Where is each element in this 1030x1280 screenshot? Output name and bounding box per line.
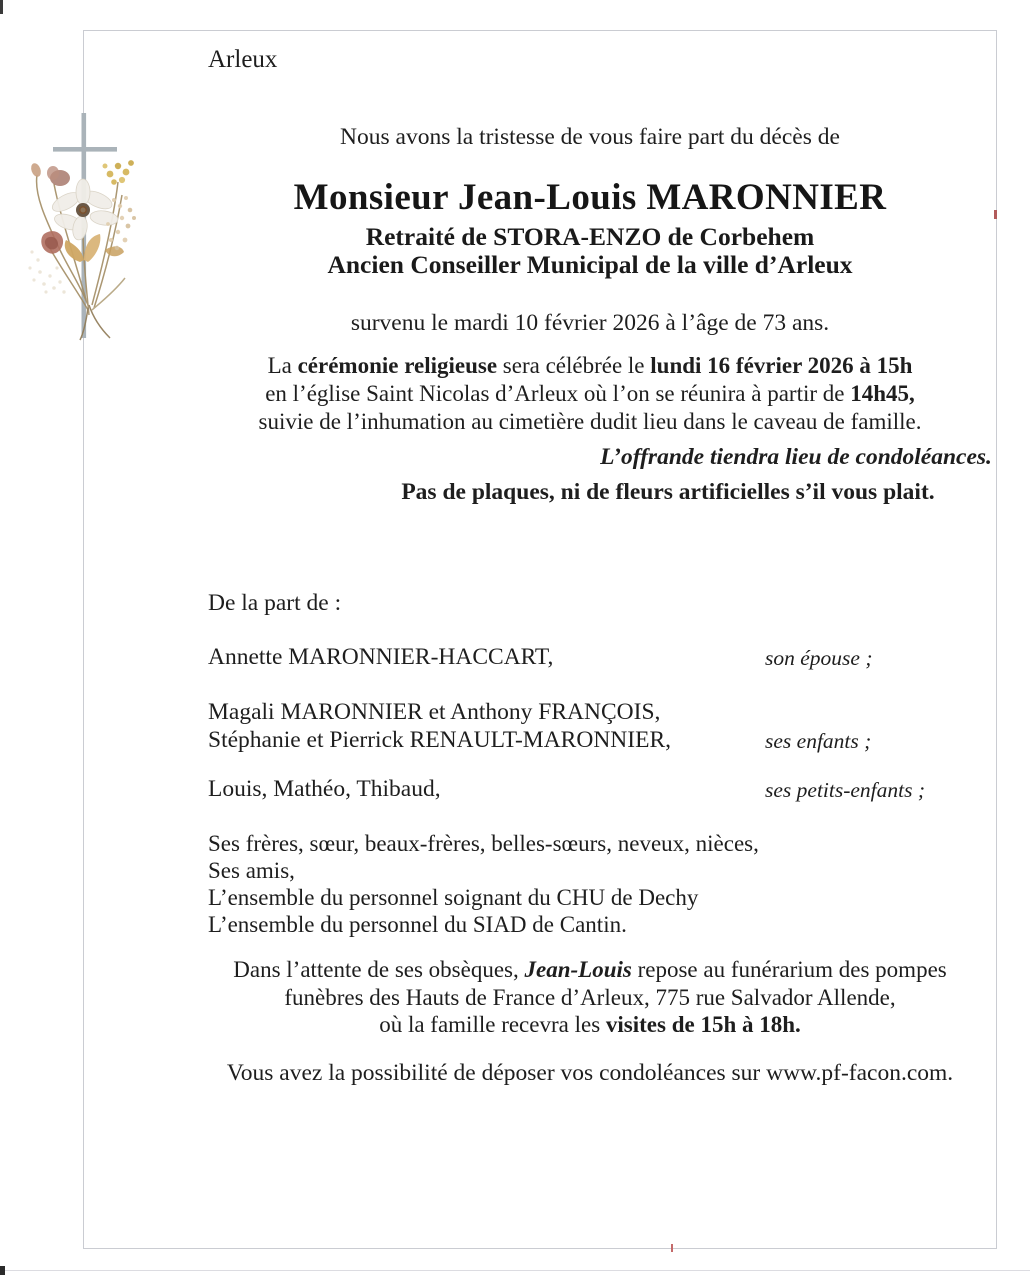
family-entry-spouse [208, 643, 972, 671]
city-label: Arleux [208, 46, 278, 73]
family-name: Louis, Mathéo, Thibaud, [208, 776, 441, 802]
deceased-name: Monsieur Jean-Louis MARONNIER [293, 177, 887, 218]
online-condolences-line: Vous avez la possibilité de déposer vos condoléances sur www.pf-facon.com. [226, 1060, 954, 1086]
family-entry-grandchildren [208, 775, 972, 803]
scan-artifact-red-tick [994, 210, 997, 219]
offering-line: L’offrande tiendra lieu de condoléances. [600, 444, 992, 470]
other-mourners-line: Ses amis, [208, 858, 295, 883]
intro-line: Nous avons la tristesse de vous faire part du décès de [340, 124, 840, 150]
death-date-line: survenu le mardi 10 février 2026 à l’âge de 73 ans. [350, 310, 830, 336]
cross-horizontal-bar [53, 147, 117, 152]
scan-edge-line [0, 1270, 1030, 1271]
scan-artifact-red-dot [671, 1244, 673, 1252]
family-heading: De la part de : [208, 590, 342, 616]
family-name: Annette MARONNIER-HACCART, [208, 644, 554, 670]
other-mourners-line: Ses frères, sœur, beaux-frères, belles-sœurs, neveux, nièces, [208, 831, 759, 856]
ceremony-line-3: suivie de l’inhumation au cimetière dudit lieu dans le caveau de famille. [258, 409, 922, 434]
deceased-role-1: Retraité de STORA-ENZO de Corbehem [365, 222, 815, 251]
funerarium-paragraph [208, 956, 972, 1039]
family-relation: son épouse ; [765, 646, 873, 670]
ceremony-line-2: en l’église Saint Nicolas d’Arleux où l’on se réunira à partir de 14h45, [265, 381, 915, 406]
ceremony-line-1: La cérémonie religieuse sera célébrée le lundi 16 février 2026 à 15h [267, 353, 913, 378]
other-mourners-list [208, 830, 759, 938]
family-entry-children [208, 698, 972, 754]
ceremony-details [208, 352, 972, 436]
other-mourners-line: L’ensemble du personnel soignant du CHU de Dechy [208, 885, 699, 910]
cross-and-dried-flowers-icon [10, 100, 170, 350]
funerarium-line-2: funèbres des Hauts de France d’Arleux, 775 rue Salvador Allende, [284, 984, 896, 1010]
family-relation: ses petits-enfants ; [765, 778, 926, 802]
family-relation: ses enfants ; [765, 729, 872, 753]
family-name: Magali MARONNIER et Anthony FRANÇOIS, [208, 699, 661, 725]
scan-artifact-black-tick [0, 1266, 5, 1275]
scan-artifact-corner [0, 0, 3, 14]
deceased-role-2: Ancien Conseiller Municipal de la ville d’Arleux [327, 250, 853, 279]
mauve-flower [29, 162, 70, 186]
funerarium-line-3: où la famille recevra les visites de 15h à 18h. [379, 1012, 801, 1037]
funerarium-line-1: Dans l’attente de ses obsèques, Jean-Louis repose au funérarium des pompes [233, 957, 947, 982]
family-name: Stéphanie et Pierrick RENAULT-MARONNIER, [208, 727, 671, 753]
babys-breath [28, 250, 65, 293]
white-daisy-flower [49, 179, 118, 241]
no-flowers-request: Pas de plaques, ni de fleurs artificielles s’il vous plait. [401, 479, 935, 505]
other-mourners-line: L’ensemble du personnel du SIAD de Cantin. [208, 912, 627, 937]
yellow-flower-cluster [103, 160, 134, 185]
